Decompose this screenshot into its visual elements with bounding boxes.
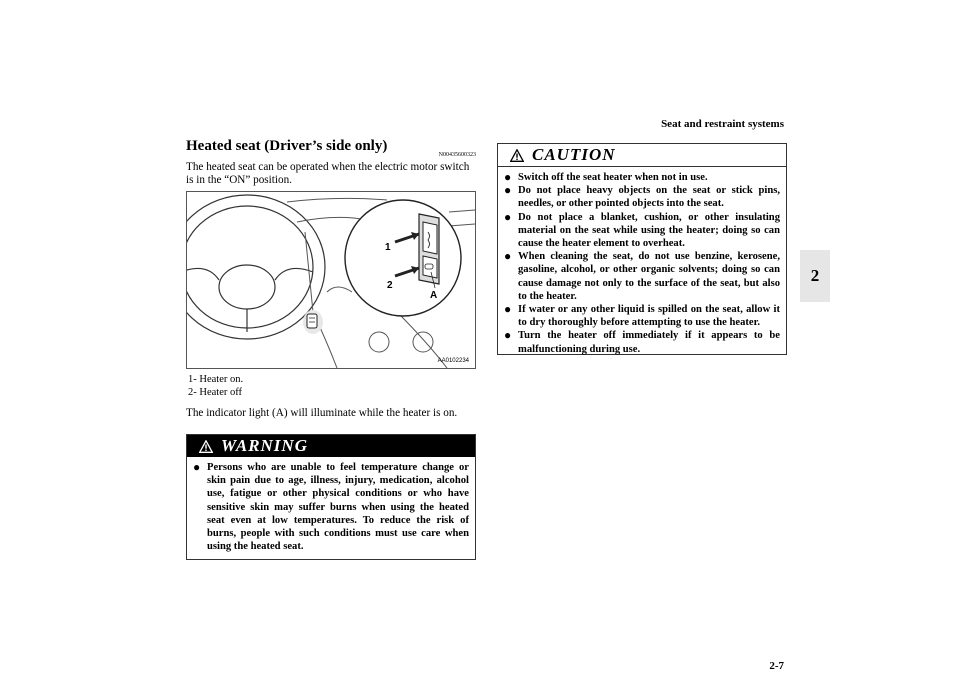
page-number: 2-7 <box>769 660 784 672</box>
bullet-icon: ● <box>504 209 512 224</box>
caution-triangle-icon <box>510 149 524 162</box>
section-code: N00435600323 <box>438 152 476 158</box>
bullet-icon: ● <box>504 170 512 184</box>
running-header: Seat and restraint systems <box>661 118 784 130</box>
callout-label-a: A <box>430 290 438 301</box>
section-title: Heated seat (Driver’s side only) <box>186 138 388 154</box>
switch-location-drawing <box>303 310 323 334</box>
bullet-icon: ● <box>504 183 512 198</box>
figure-code: AA0102234 <box>437 358 469 364</box>
callout-label-1: 1 <box>385 242 391 253</box>
caution-body <box>498 167 786 362</box>
caution-title: CAUTION <box>532 145 616 164</box>
caution-item-text: Switch off the seat heater when not in use. <box>518 172 708 183</box>
warning-body <box>187 457 475 559</box>
figure-captions <box>186 373 476 399</box>
caution-item <box>504 250 780 303</box>
bullet-icon: ● <box>504 302 512 317</box>
caution-item <box>504 303 780 329</box>
intro-paragraph: The heated seat can be operated when the electric motor switch is in the “ON” position. <box>186 161 470 186</box>
dashboard-illustration <box>187 192 475 368</box>
warning-item <box>193 461 469 553</box>
heated-seat-figure <box>186 191 476 369</box>
caution-item-text: When cleaning the seat, do not use benzine, kerosene, gasoline, alcohol, or other organic solvents; doing so can cause damage not only to the surface of the seat, but also to the heater. <box>518 251 780 302</box>
bullet-icon: ● <box>504 249 512 264</box>
caution-item <box>504 211 780 251</box>
bullet-icon: ● <box>504 328 512 343</box>
caution-item-text: If water or any other liquid is spilled on the seat, allow it to dry thoroughly before attempting to use the heater. <box>518 304 780 329</box>
callout-label-2: 2 <box>387 280 393 291</box>
indicator-paragraph: The indicator light (A) will illuminate while the heater is on. <box>186 407 458 419</box>
caution-item <box>504 184 780 210</box>
section-heading <box>186 138 476 158</box>
chapter-tab-label: 2 <box>810 266 820 285</box>
warning-title: WARNING <box>221 436 308 455</box>
warning-triangle-icon <box>199 440 213 453</box>
warning-item-text: Persons who are unable to feel temperature change or skin pain due to age, illness, injury, medication, alcohol use, fatigue or other physical conditions or who have sensitive skin may suffer burns when using the heated seat even at low temperatures. To reduce the risk of burns, people with such conditions must use care when using the heated seat. <box>207 462 469 553</box>
caption-heater-on: 1- Heater on. <box>188 374 244 385</box>
callout-circle <box>345 200 461 316</box>
caution-box <box>497 143 787 355</box>
caution-item-text: Turn the heater off immediately if it appears to be malfunctioning during use. <box>518 330 780 355</box>
chapter-tab <box>800 250 830 302</box>
warning-box <box>186 434 476 560</box>
caution-item-text: Do not place heavy objects on the seat or stick pins, needles, or other pointed objects into the seat. <box>518 185 780 210</box>
caption-heater-off: 2- Heater off <box>188 387 243 398</box>
caution-item-text: Do not place a blanket, cushion, or other insulating material on the seat while using the heater; doing so can cause the heater element to overheat. <box>518 211 780 250</box>
heater-switch-drawing <box>419 214 439 284</box>
warning-header <box>187 435 475 457</box>
caution-header <box>498 144 786 167</box>
bullet-icon: ● <box>193 460 201 474</box>
caution-item <box>504 171 780 184</box>
left-column <box>186 138 476 420</box>
caution-item <box>504 329 780 355</box>
